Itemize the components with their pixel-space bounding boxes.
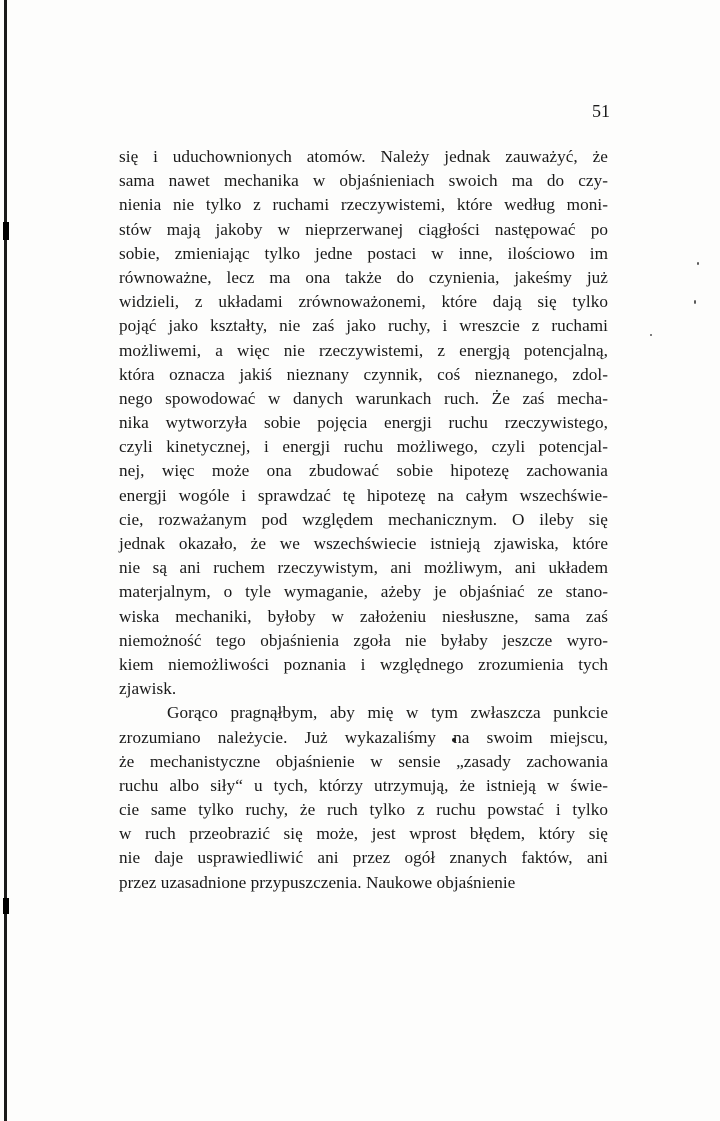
text-line: czyli kinetycznej, i energji ruchu możliwego, czyli potencjal- — [119, 437, 608, 457]
text-line: zrozumiano należycie. Już wykazaliśmy na swoim miejscu, — [119, 727, 608, 747]
text-line: niemożność tego objaśnienia zgoła nie byłaby jeszcze wyro- — [119, 630, 608, 650]
page-binding-edge — [4, 0, 7, 1121]
text-line: przez uzasadnione przypuszczenia. Naukowe objaśnienie — [119, 872, 516, 892]
text-line: nie są ani ruchem rzeczywistym, ani możliwym, ani układem — [119, 558, 608, 578]
body-text — [119, 145, 608, 895]
text-line: możliwemi, a więc nie rzeczywistemi, z energją potencjalną, — [119, 340, 608, 360]
text-line: kiem niemożliwości poznania i względnego zrozumienia tych — [119, 654, 608, 674]
text-line: jednak okazało, że we wszechświecie istnieją zjawiska, które — [119, 534, 608, 553]
scan-speck — [694, 300, 696, 304]
paragraph — [119, 701, 608, 895]
paragraph — [119, 145, 608, 701]
text-line: cie same tylko ruchy, że ruch tylko z ruchu powstać i tylko — [119, 800, 608, 820]
text-line: że mechanistyczne objaśnienie w sensie „zasady zachowania — [119, 751, 608, 771]
text-line: Gorąco pragnąłbym, aby mię w tym zwłaszcza punkcie — [167, 703, 608, 723]
text-line: sobie, zmieniając tylko jedne postaci w inne, ilościowo im — [119, 243, 608, 263]
text-line: nie daje usprawiedliwić ani przez ogół znanych faktów, ani — [119, 848, 608, 868]
text-line: która oznacza jakiś nieznany czynnik, coś nieznanego, zdol- — [119, 364, 608, 384]
text-line: równoważne, lecz ma ona także do czynienia, jakeśmy już — [119, 267, 608, 287]
text-line: nienia nie tylko z ruchami rzeczywistemi, które według moni- — [119, 195, 608, 215]
text-line: cie, rozważanym pod względem mechanicznym. O ileby się — [119, 509, 608, 529]
text-line: nego spowodować w danych warunkach ruch. Że zaś mecha- — [119, 388, 608, 408]
text-line: ruchu albo siły“ u tych, którzy utrzymują, że istnieją w świe- — [119, 775, 608, 795]
page-number: 51 — [592, 101, 610, 121]
text-line: widzieli, z układami zrównoważonemi, które dają się tylko — [119, 292, 608, 312]
text-line: stów mają jakoby w nieprzerwanej ciągłości następować po — [119, 219, 608, 239]
text-line: wiska mechaniki, byłoby w założeniu niesłuszne, sama zaś — [119, 606, 608, 626]
text-line: nika wytworzyła sobie pojęcia energji ruchu rzeczywistego, — [119, 413, 608, 433]
binding-mark — [3, 222, 9, 240]
text-line: zjawisk. — [119, 679, 177, 699]
text-line: energji wogóle i sprawdzać tę hipotezę na całym wszechświe- — [119, 485, 608, 505]
text-line: nej, więc może ona zbudować sobie hipotezę zachowania — [119, 461, 608, 481]
text-line: w ruch przeobrazić się może, jest wprost błędem, który się — [119, 824, 608, 844]
text-line: materjalnym, o tyle wymaganie, ażeby je objaśniać ze stano- — [119, 582, 608, 602]
scan-speck — [650, 334, 652, 336]
text-line: pojąć jako kształty, nie zaś jako ruchy, i wreszcie z ruchami — [119, 316, 608, 336]
scan-speck — [697, 262, 699, 265]
text-line: sama nawet mechanika w objaśnieniach swoich ma do czy- — [119, 171, 608, 191]
binding-mark — [3, 898, 9, 914]
text-line: się i uduchownionych atomów. Należy jednak zauważyć, że — [119, 147, 608, 166]
